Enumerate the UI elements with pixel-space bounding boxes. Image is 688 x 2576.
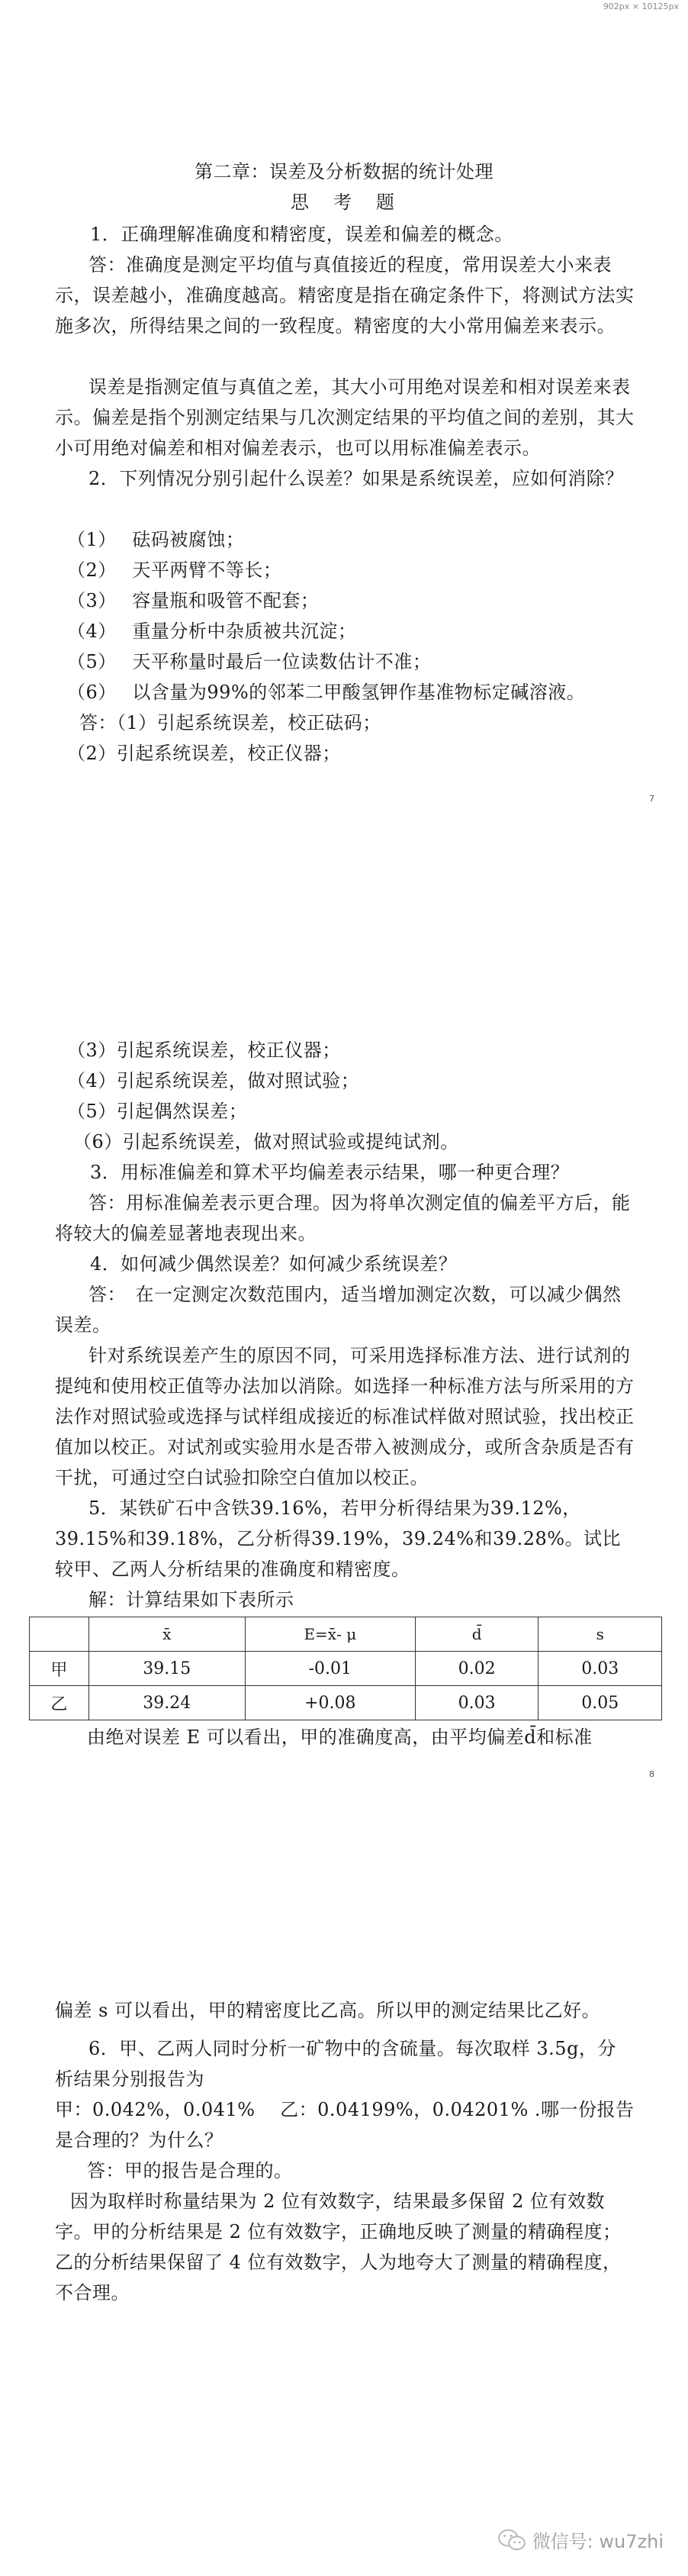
table-cell: 0.03 [415, 1686, 539, 1720]
footer-text: 微信号: wu7zhi [532, 2531, 664, 2552]
q4-answer-2: 针对系统误差产生的原因不同，可采用选择标准方法、进行试剂的提纯和使用校正值等办法加以消除。如选择一种标准方法与所采用的方法作对照试验或选择与试样组成接近的标准试样做对照试验，找出校正值加以校正。对试剂或实验用水是否带入被测成分，或所含杂质是否有干扰，可通过空白试验扣除空白值加以校正。 [55, 1345, 635, 1488]
page-number: 7 [649, 794, 654, 804]
table-cell: 甲 [30, 1652, 89, 1686]
q1-answer-1: 答：准确度是测定平均值与真值接近的程度，常用误差大小来表示，误差越小，准确度越高。精密度是指在确定条件下，将测试方法实施多次，所得结果之间的一致程度。精密度的大小常用偏差来表示。 [55, 254, 635, 337]
q2-answer-5: （5）引起偶然误差； [67, 1101, 248, 1122]
q2-item-3: （3） 容量瓶和吸管不配套； [67, 590, 320, 611]
q2-item-1: （1） 砝码被腐蚀； [67, 529, 245, 550]
q5-conclusion-a: 由绝对误差 E 可以看出，甲的准确度高，由平均偏差d̄和标准 [87, 1726, 593, 1748]
table-row [30, 1686, 662, 1720]
q2-answer-3: （3）引起系统误差，校正仪器； [67, 1040, 341, 1061]
q2-item-2: （2） 天平两臂不等长； [67, 559, 282, 581]
q2-answer-6: （6）引起系统误差，做对照试验或提纯试剂。 [73, 1131, 459, 1153]
q2-item-6: （6） 以含量为99%的邻苯二甲酸氢钾作基准物标定碱溶液。 [67, 682, 586, 703]
table-header: x̄ [88, 1617, 245, 1652]
q1-question: 1．正确理解准确度和精密度，误差和偏差的概念。 [90, 224, 513, 245]
q6-answer: 答：甲的报告是合理的。 [87, 2160, 293, 2181]
table-cell: 0.03 [539, 1652, 662, 1686]
table-cell: 39.15 [88, 1652, 245, 1686]
q2-answer-4: （4）引起系统误差，做对照试验； [67, 1070, 360, 1091]
table-cell: +0.08 [245, 1686, 415, 1720]
section-subtitle: 思 考 题 [291, 192, 397, 213]
wechat-icon [497, 2529, 526, 2552]
q4-question: 4．如何减少偶然误差？如何减少系统误差？ [90, 1253, 458, 1275]
q2-answer-1: 答：（1）引起系统误差，校正砝码； [79, 712, 381, 733]
table-cell: 0.02 [415, 1652, 539, 1686]
table-row [30, 1652, 662, 1686]
page-size-note: 902px × 10125px [603, 2, 679, 11]
q4-answer-1: 答： 在一定测定次数范围内，适当增加测定次数，可以减少偶然误差。 [55, 1284, 622, 1336]
table-header: s [539, 1617, 662, 1652]
page-number: 8 [649, 1769, 654, 1779]
q1-answer-2: 误差是指测定值与真值之差，其大小可用绝对误差和相对误差来表示。偏差是指个别测定结果与几次测定结果的平均值之间的差别，其大小可用绝对偏差和相对偏差表示，也可以用标准偏差表示。 [55, 376, 635, 459]
table-header: d̄ [415, 1617, 539, 1652]
table-cell: 乙 [30, 1686, 89, 1720]
q5-solution-intro: 解：计算结果如下表所示 [88, 1589, 294, 1610]
table-header [30, 1617, 89, 1652]
table-cell: 39.24 [88, 1686, 245, 1720]
q3-question: 3．用标准偏差和算术平均偏差表示结果，哪一种更合理？ [90, 1162, 570, 1183]
q5-conclusion-b: 偏差 s 可以看出，甲的精密度比乙高。所以甲的测定结果比乙好。 [55, 2000, 601, 2021]
q3-answer: 答：用标准偏差表示更合理。因为将单次测定值的偏差平方后，能将较大的偏差显著地表现出来。 [55, 1192, 631, 1244]
results-table [29, 1617, 662, 1720]
q2-answer-2: （2）引起系统误差，校正仪器； [67, 743, 341, 764]
q5-question: 5．某铁矿石中含铁39.16%，若甲分析得结果为39.12%，39.15%和39.18%，乙分析得39.19%，39.24%和39.28%。试比较甲、乙两人分析结果的准确度和精密度。 [55, 1498, 622, 1580]
table-header: E=x̄- μ [245, 1617, 415, 1652]
q6-data: 甲：0.042%，0.041% 乙：0.04199%，0.04201% .哪一份报告是合理的？为什么？ [55, 2099, 635, 2151]
q2-item-4: （4） 重量分析中杂质被共沉淀； [67, 621, 357, 642]
q6-question: 6．甲、乙两人同时分析一矿物中的含硫量。每次取样 3.5g，分析结果分别报告为 [55, 2038, 616, 2090]
table-cell: -0.01 [245, 1652, 415, 1686]
table-header-row [30, 1617, 662, 1652]
q2-question: 2．下列情况分别引起什么误差？如果是系统误差，应如何消除？ [88, 468, 624, 489]
table-cell: 0.05 [539, 1686, 662, 1720]
chapter-title: 第二章：误差及分析数据的统计处理 [195, 161, 493, 182]
q6-explanation: 因为取样时称量结果为 2 位有效数字，结果最多保留 2 位有效数字。甲的分析结果是 2 位有效数字，正确地反映了测量的精确程度；乙的分析结果保留了 4 位有效数字，人为地夸大了测量的精确程度，不合理。 [55, 2191, 622, 2304]
q2-item-5: （5） 天平称量时最后一位读数估计不准； [67, 651, 432, 672]
wechat-watermark [497, 2526, 664, 2553]
